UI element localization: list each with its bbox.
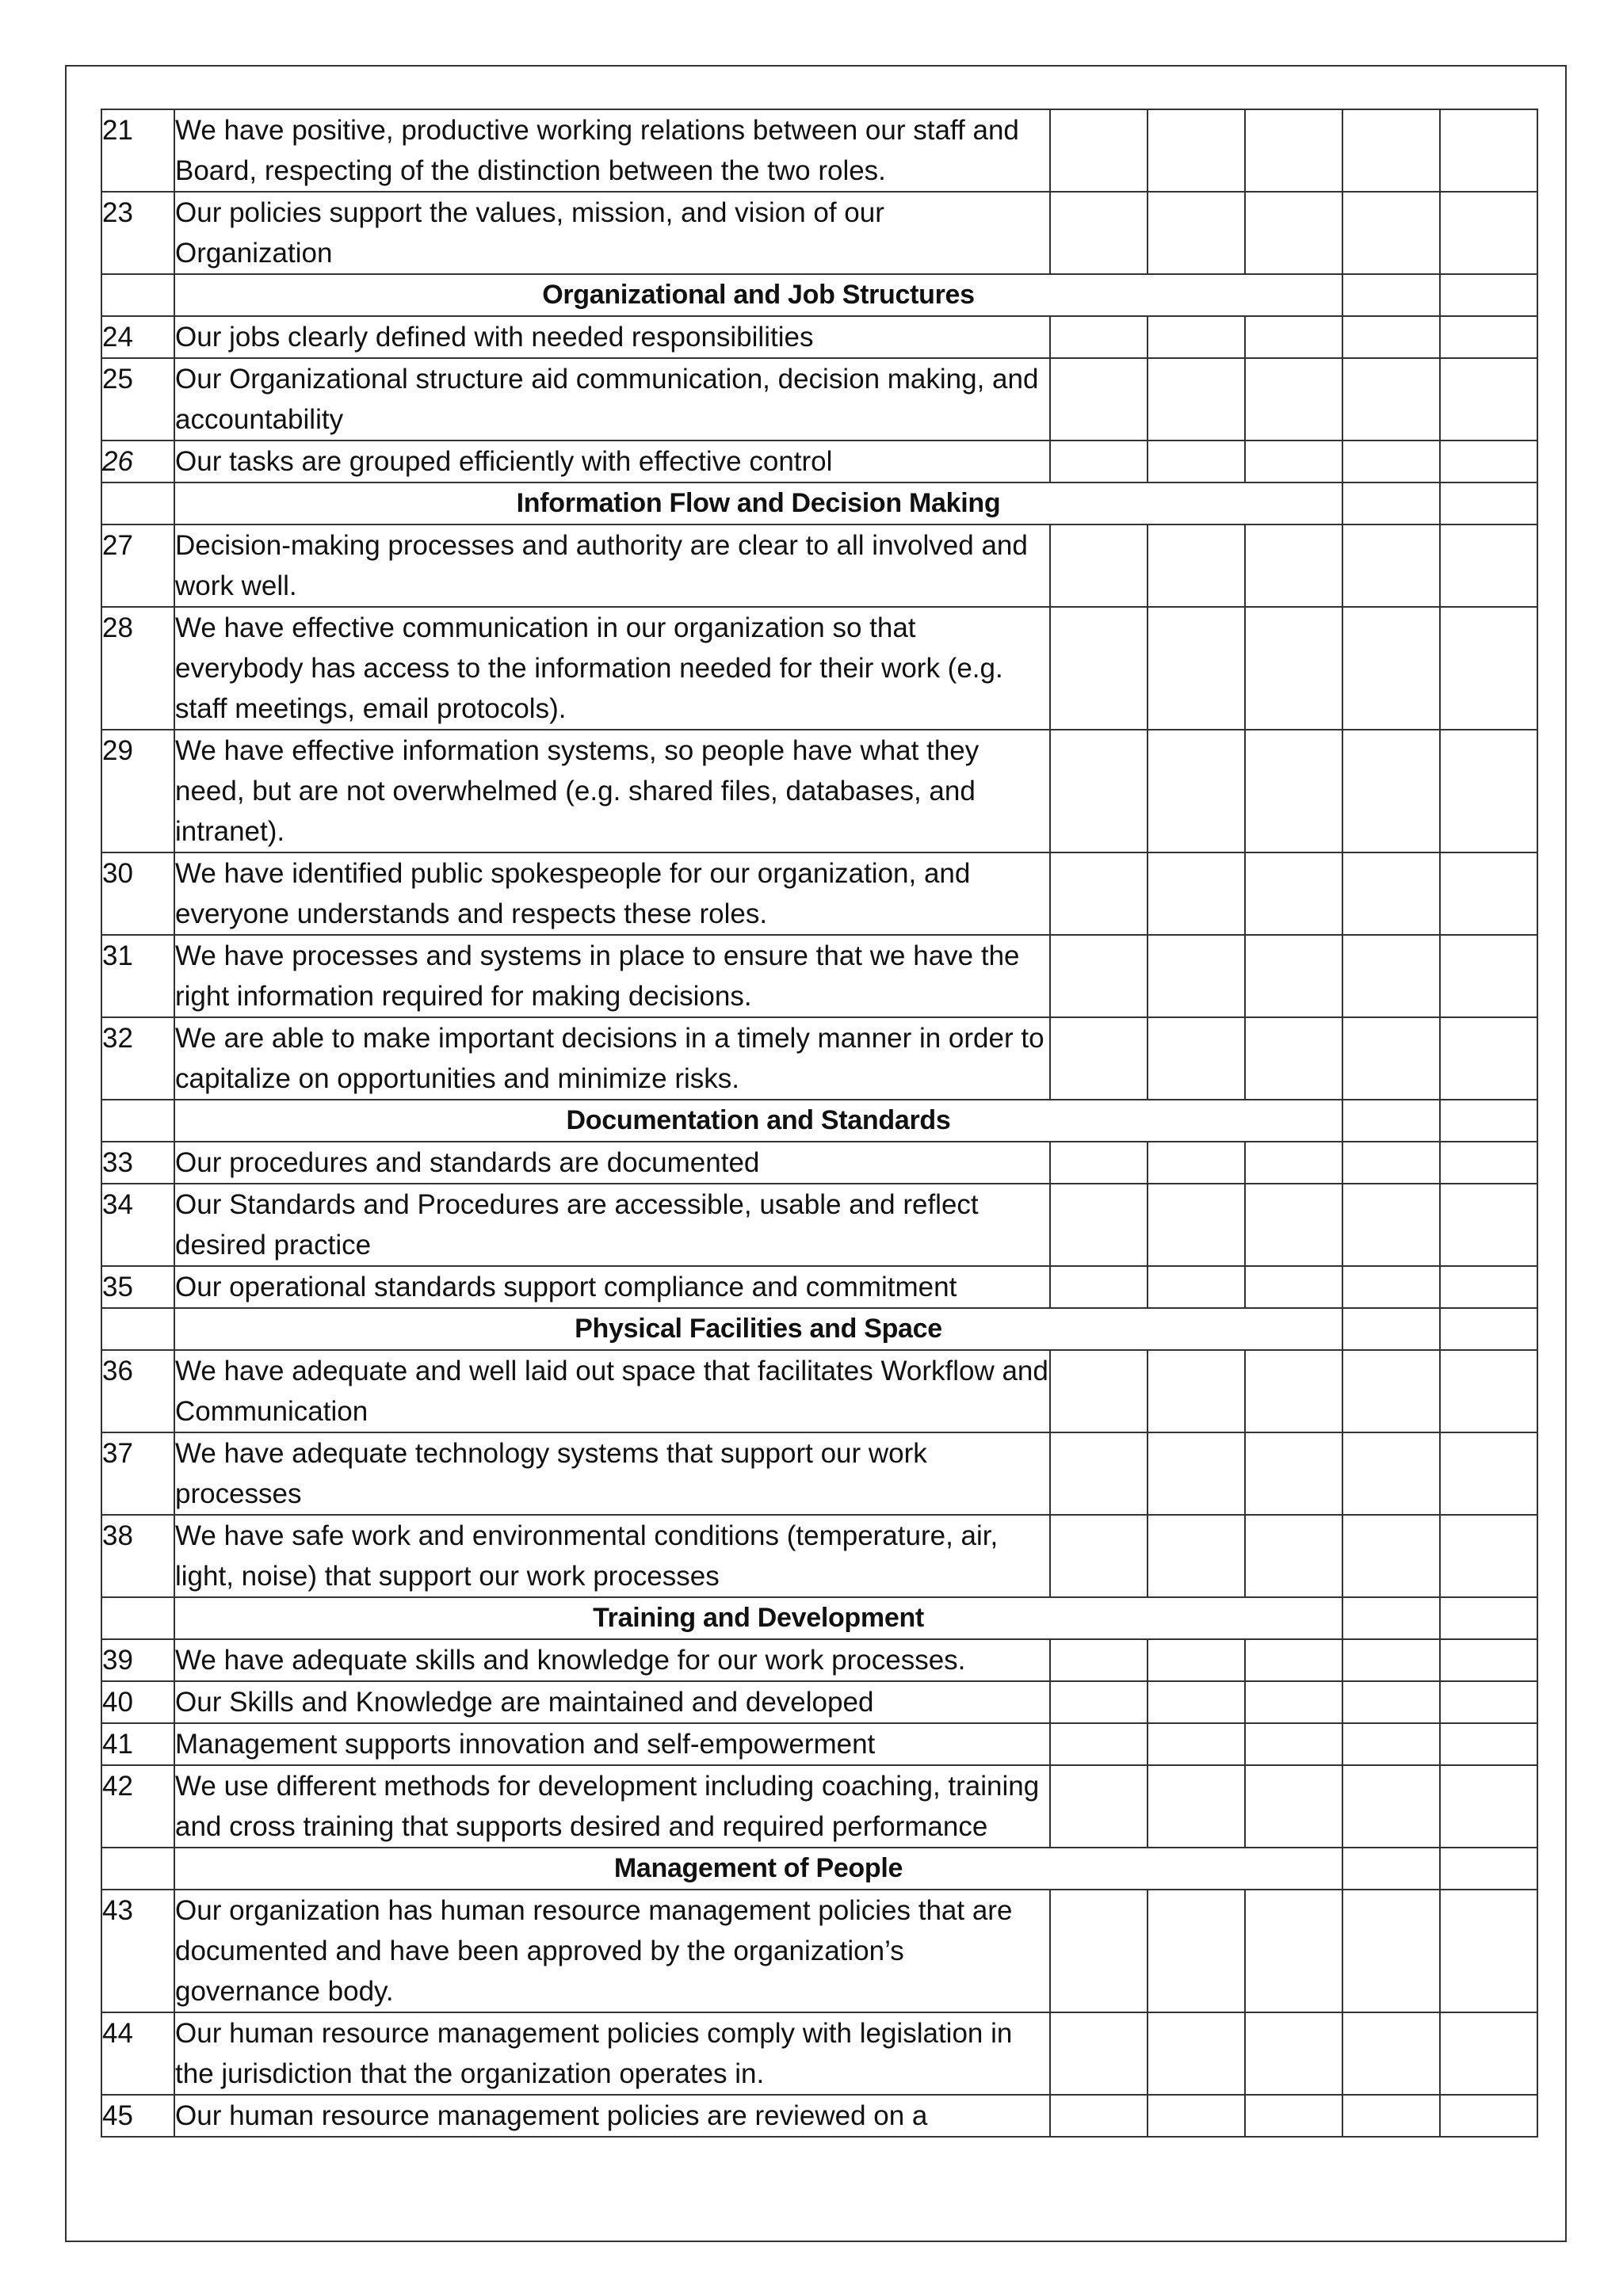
item-number: 24 bbox=[101, 316, 174, 358]
rating-cell-2[interactable] bbox=[1148, 1890, 1245, 2012]
item-number: 30 bbox=[101, 852, 174, 935]
rating-cell-3[interactable] bbox=[1245, 1890, 1342, 2012]
rating-cell-4[interactable] bbox=[1342, 1017, 1440, 1100]
item-statement: Our Standards and Procedures are accessible, usable and reflect desired practice bbox=[174, 1184, 1050, 1266]
rating-cell-4[interactable] bbox=[1342, 935, 1440, 1017]
table-row bbox=[101, 1266, 1537, 1308]
rating-cell-5[interactable] bbox=[1440, 1890, 1537, 2012]
rating-cell-4[interactable] bbox=[1342, 316, 1440, 358]
rating-cell-2[interactable] bbox=[1148, 2012, 1245, 2095]
section-rating-cell bbox=[1440, 482, 1537, 524]
rating-cell-3[interactable] bbox=[1245, 1184, 1342, 1266]
rating-cell-1[interactable] bbox=[1050, 1432, 1148, 1515]
section-header-row bbox=[101, 482, 1537, 524]
rating-cell-5[interactable] bbox=[1440, 1639, 1537, 1681]
rating-cell-1[interactable] bbox=[1050, 524, 1148, 607]
section-header-row bbox=[101, 1848, 1537, 1890]
rating-cell-2[interactable] bbox=[1148, 1723, 1245, 1765]
rating-cell-5[interactable] bbox=[1440, 2012, 1537, 2095]
item-number: 41 bbox=[101, 1723, 174, 1765]
rating-cell-2[interactable] bbox=[1148, 1184, 1245, 1266]
rating-cell-3[interactable] bbox=[1245, 1639, 1342, 1681]
rating-cell-2[interactable] bbox=[1148, 1017, 1245, 1100]
item-statement: Our procedures and standards are documented bbox=[174, 1142, 1050, 1184]
rating-cell-1[interactable] bbox=[1050, 1723, 1148, 1765]
section-rating-cell bbox=[1342, 1597, 1440, 1639]
item-statement: Our Organizational structure aid communication, decision making, and accountability bbox=[174, 358, 1050, 441]
rating-cell-2[interactable] bbox=[1148, 524, 1245, 607]
item-statement: Our tasks are grouped efficiently with effective control bbox=[174, 441, 1050, 482]
rating-cell-5[interactable] bbox=[1440, 192, 1537, 274]
rating-cell-5[interactable] bbox=[1440, 852, 1537, 935]
table-row bbox=[101, 935, 1537, 1017]
rating-cell-2[interactable] bbox=[1148, 1639, 1245, 1681]
rating-cell-2[interactable] bbox=[1148, 730, 1245, 852]
rating-cell-2[interactable] bbox=[1148, 192, 1245, 274]
section-header-row bbox=[101, 1597, 1537, 1639]
rating-cell-4[interactable] bbox=[1342, 109, 1440, 192]
table-row bbox=[101, 1017, 1537, 1100]
rating-cell-5[interactable] bbox=[1440, 316, 1537, 358]
rating-cell-1[interactable] bbox=[1050, 1515, 1148, 1597]
item-statement: We have identified public spokespeople for our organization, and everyone understands and respects these roles. bbox=[174, 852, 1050, 935]
rating-cell-4[interactable] bbox=[1342, 2012, 1440, 2095]
rating-cell-3[interactable] bbox=[1245, 1723, 1342, 1765]
table-row bbox=[101, 1765, 1537, 1848]
rating-cell-1[interactable] bbox=[1050, 109, 1148, 192]
rating-cell-2[interactable] bbox=[1148, 358, 1245, 441]
table-row bbox=[101, 1639, 1537, 1681]
rating-cell-2[interactable] bbox=[1148, 1765, 1245, 1848]
rating-cell-1[interactable] bbox=[1050, 2095, 1148, 2137]
table-row bbox=[101, 1184, 1537, 1266]
rating-cell-5[interactable] bbox=[1440, 2095, 1537, 2137]
rating-cell-5[interactable] bbox=[1440, 1350, 1537, 1432]
section-number-cell bbox=[101, 1100, 174, 1142]
section-rating-cell bbox=[1440, 1308, 1537, 1350]
rating-cell-5[interactable] bbox=[1440, 935, 1537, 1017]
item-number: 33 bbox=[101, 1142, 174, 1184]
item-number: 32 bbox=[101, 1017, 174, 1100]
table-row bbox=[101, 1350, 1537, 1432]
rating-cell-4[interactable] bbox=[1342, 1723, 1440, 1765]
item-statement: Our policies support the values, mission, and vision of our Organization bbox=[174, 192, 1050, 274]
rating-cell-4[interactable] bbox=[1342, 730, 1440, 852]
section-title: Organizational and Job Structures bbox=[174, 274, 1342, 316]
rating-cell-1[interactable] bbox=[1050, 441, 1148, 482]
item-number: 26 bbox=[101, 441, 174, 482]
rating-cell-1[interactable] bbox=[1050, 1639, 1148, 1681]
rating-cell-1[interactable] bbox=[1050, 2012, 1148, 2095]
item-number: 21 bbox=[101, 109, 174, 192]
rating-cell-2[interactable] bbox=[1148, 441, 1245, 482]
rating-cell-2[interactable] bbox=[1148, 1350, 1245, 1432]
rating-cell-4[interactable] bbox=[1342, 1266, 1440, 1308]
rating-cell-3[interactable] bbox=[1245, 109, 1342, 192]
section-title: Management of People bbox=[174, 1848, 1342, 1890]
item-number: 43 bbox=[101, 1890, 174, 2012]
section-number-cell bbox=[101, 274, 174, 316]
item-number: 27 bbox=[101, 524, 174, 607]
item-statement: We have adequate and well laid out space that facilitates Workflow and Communication bbox=[174, 1350, 1050, 1432]
section-rating-cell bbox=[1440, 1597, 1537, 1639]
item-statement: Our Skills and Knowledge are maintained and developed bbox=[174, 1681, 1050, 1723]
section-rating-cell bbox=[1342, 482, 1440, 524]
rating-cell-1[interactable] bbox=[1050, 935, 1148, 1017]
section-rating-cell bbox=[1440, 274, 1537, 316]
table-row bbox=[101, 2012, 1537, 2095]
rating-cell-3[interactable] bbox=[1245, 1765, 1342, 1848]
section-rating-cell bbox=[1342, 1308, 1440, 1350]
item-statement: We have positive, productive working relations between our staff and Board, respecting of the distinction between the two roles. bbox=[174, 109, 1050, 192]
section-rating-cell bbox=[1342, 1100, 1440, 1142]
rating-cell-3[interactable] bbox=[1245, 607, 1342, 730]
section-rating-cell bbox=[1440, 1100, 1537, 1142]
rating-cell-4[interactable] bbox=[1342, 358, 1440, 441]
item-statement: We have safe work and environmental conditions (temperature, air, light, noise) that support our work processes bbox=[174, 1515, 1050, 1597]
rating-cell-3[interactable] bbox=[1245, 2095, 1342, 2137]
rating-cell-2[interactable] bbox=[1148, 316, 1245, 358]
rating-cell-4[interactable] bbox=[1342, 192, 1440, 274]
table-row bbox=[101, 524, 1537, 607]
rating-cell-2[interactable] bbox=[1148, 935, 1245, 1017]
item-statement: Our human resource management policies comply with legislation in the jurisdiction that the organization operates in. bbox=[174, 2012, 1050, 2095]
rating-cell-1[interactable] bbox=[1050, 316, 1148, 358]
table-row bbox=[101, 1890, 1537, 2012]
table-row bbox=[101, 316, 1537, 358]
table-row bbox=[101, 441, 1537, 482]
rating-cell-4[interactable] bbox=[1342, 1639, 1440, 1681]
section-title: Training and Development bbox=[174, 1597, 1342, 1639]
rating-cell-5[interactable] bbox=[1440, 1432, 1537, 1515]
rating-cell-2[interactable] bbox=[1148, 607, 1245, 730]
rating-cell-2[interactable] bbox=[1148, 1266, 1245, 1308]
table-row bbox=[101, 1515, 1537, 1597]
rating-cell-2[interactable] bbox=[1148, 1432, 1245, 1515]
rating-cell-2[interactable] bbox=[1148, 852, 1245, 935]
rating-cell-4[interactable] bbox=[1342, 1432, 1440, 1515]
rating-cell-3[interactable] bbox=[1245, 1266, 1342, 1308]
table-row bbox=[101, 852, 1537, 935]
table-row bbox=[101, 109, 1537, 192]
rating-cell-1[interactable] bbox=[1050, 1142, 1148, 1184]
rating-cell-3[interactable] bbox=[1245, 524, 1342, 607]
table-row bbox=[101, 1723, 1537, 1765]
item-statement: Our human resource management policies are reviewed on a bbox=[174, 2095, 1050, 2137]
section-number-cell bbox=[101, 1597, 174, 1639]
item-number: 36 bbox=[101, 1350, 174, 1432]
item-statement: Management supports innovation and self-empowerment bbox=[174, 1723, 1050, 1765]
table-row bbox=[101, 1681, 1537, 1723]
section-title: Physical Facilities and Space bbox=[174, 1308, 1342, 1350]
rating-cell-5[interactable] bbox=[1440, 1142, 1537, 1184]
item-number: 31 bbox=[101, 935, 174, 1017]
item-statement: We have adequate skills and knowledge for our work processes. bbox=[174, 1639, 1050, 1681]
rating-cell-5[interactable] bbox=[1440, 1765, 1537, 1848]
rating-cell-5[interactable] bbox=[1440, 1515, 1537, 1597]
rating-cell-2[interactable] bbox=[1148, 1515, 1245, 1597]
item-number: 40 bbox=[101, 1681, 174, 1723]
rating-cell-5[interactable] bbox=[1440, 441, 1537, 482]
rating-cell-4[interactable] bbox=[1342, 607, 1440, 730]
table-row bbox=[101, 2095, 1537, 2137]
section-number-cell bbox=[101, 1308, 174, 1350]
rating-cell-3[interactable] bbox=[1245, 1142, 1342, 1184]
section-number-cell bbox=[101, 1848, 174, 1890]
item-statement: Our operational standards support compliance and commitment bbox=[174, 1266, 1050, 1308]
rating-cell-5[interactable] bbox=[1440, 1184, 1537, 1266]
rating-cell-4[interactable] bbox=[1342, 2095, 1440, 2137]
item-statement: Decision-making processes and authority are clear to all involved and work well. bbox=[174, 524, 1050, 607]
rating-cell-5[interactable] bbox=[1440, 607, 1537, 730]
section-rating-cell bbox=[1342, 274, 1440, 316]
rating-cell-3[interactable] bbox=[1245, 358, 1342, 441]
section-title: Information Flow and Decision Making bbox=[174, 482, 1342, 524]
rating-cell-4[interactable] bbox=[1342, 1142, 1440, 1184]
section-number-cell bbox=[101, 482, 174, 524]
rating-cell-3[interactable] bbox=[1245, 1017, 1342, 1100]
table-row bbox=[101, 358, 1537, 441]
rating-cell-4[interactable] bbox=[1342, 1681, 1440, 1723]
rating-cell-2[interactable] bbox=[1148, 1142, 1245, 1184]
rating-cell-5[interactable] bbox=[1440, 730, 1537, 852]
rating-cell-2[interactable] bbox=[1148, 1681, 1245, 1723]
rating-cell-4[interactable] bbox=[1342, 1350, 1440, 1432]
assessment-table bbox=[101, 109, 1538, 2138]
rating-cell-5[interactable] bbox=[1440, 109, 1537, 192]
item-number: 39 bbox=[101, 1639, 174, 1681]
section-title: Documentation and Standards bbox=[174, 1100, 1342, 1142]
item-statement: Our organization has human resource management policies that are documented and have been approved by the organization’s governance body. bbox=[174, 1890, 1050, 2012]
section-rating-cell bbox=[1440, 1848, 1537, 1890]
rating-cell-5[interactable] bbox=[1440, 1017, 1537, 1100]
item-number: 42 bbox=[101, 1765, 174, 1848]
item-statement: Our jobs clearly defined with needed responsibilities bbox=[174, 316, 1050, 358]
item-statement: We have effective communication in our organization so that everybody has access to the information needed for their work (e.g. staff meetings, email protocols). bbox=[174, 607, 1050, 730]
rating-cell-3[interactable] bbox=[1245, 441, 1342, 482]
table-row bbox=[101, 607, 1537, 730]
table-row bbox=[101, 1432, 1537, 1515]
item-number: 29 bbox=[101, 730, 174, 852]
rating-cell-5[interactable] bbox=[1440, 1681, 1537, 1723]
rating-cell-4[interactable] bbox=[1342, 524, 1440, 607]
rating-cell-3[interactable] bbox=[1245, 852, 1342, 935]
rating-cell-4[interactable] bbox=[1342, 1765, 1440, 1848]
item-number: 23 bbox=[101, 192, 174, 274]
item-number: 38 bbox=[101, 1515, 174, 1597]
rating-cell-1[interactable] bbox=[1050, 1765, 1148, 1848]
rating-cell-2[interactable] bbox=[1148, 2095, 1245, 2137]
item-number: 28 bbox=[101, 607, 174, 730]
section-rating-cell bbox=[1342, 1848, 1440, 1890]
rating-cell-1[interactable] bbox=[1050, 1184, 1148, 1266]
rating-cell-3[interactable] bbox=[1245, 1350, 1342, 1432]
rating-cell-1[interactable] bbox=[1050, 852, 1148, 935]
rating-cell-5[interactable] bbox=[1440, 358, 1537, 441]
rating-cell-4[interactable] bbox=[1342, 852, 1440, 935]
item-number: 34 bbox=[101, 1184, 174, 1266]
item-number: 25 bbox=[101, 358, 174, 441]
rating-cell-1[interactable] bbox=[1050, 1017, 1148, 1100]
rating-cell-2[interactable] bbox=[1148, 109, 1245, 192]
table-row bbox=[101, 730, 1537, 852]
item-statement: We have adequate technology systems that support our work processes bbox=[174, 1432, 1050, 1515]
rating-cell-3[interactable] bbox=[1245, 2012, 1342, 2095]
rating-cell-1[interactable] bbox=[1050, 607, 1148, 730]
section-header-row bbox=[101, 1308, 1537, 1350]
item-number: 35 bbox=[101, 1266, 174, 1308]
rating-cell-1[interactable] bbox=[1050, 1681, 1148, 1723]
item-statement: We are able to make important decisions in a timely manner in order to capitalize on opportunities and minimize risks. bbox=[174, 1017, 1050, 1100]
rating-cell-3[interactable] bbox=[1245, 1681, 1342, 1723]
rating-cell-5[interactable] bbox=[1440, 1723, 1537, 1765]
section-header-row bbox=[101, 274, 1537, 316]
table-row bbox=[101, 192, 1537, 274]
rating-cell-3[interactable] bbox=[1245, 935, 1342, 1017]
rating-cell-1[interactable] bbox=[1050, 1890, 1148, 2012]
rating-cell-1[interactable] bbox=[1050, 192, 1148, 274]
rating-cell-4[interactable] bbox=[1342, 441, 1440, 482]
rating-cell-1[interactable] bbox=[1050, 1350, 1148, 1432]
item-statement: We have effective information systems, so people have what they need, but are not overwhelmed (e.g. shared files, databases, and intranet). bbox=[174, 730, 1050, 852]
rating-cell-5[interactable] bbox=[1440, 1266, 1537, 1308]
rating-cell-1[interactable] bbox=[1050, 1266, 1148, 1308]
rating-cell-3[interactable] bbox=[1245, 730, 1342, 852]
rating-cell-1[interactable] bbox=[1050, 730, 1148, 852]
item-statement: We use different methods for development including coaching, training and cross training that supports desired and required performance bbox=[174, 1765, 1050, 1848]
section-header-row bbox=[101, 1100, 1537, 1142]
rating-cell-4[interactable] bbox=[1342, 1184, 1440, 1266]
item-number: 44 bbox=[101, 2012, 174, 2095]
rating-cell-4[interactable] bbox=[1342, 1890, 1440, 2012]
rating-cell-3[interactable] bbox=[1245, 1515, 1342, 1597]
rating-cell-1[interactable] bbox=[1050, 358, 1148, 441]
table-row bbox=[101, 1142, 1537, 1184]
rating-cell-3[interactable] bbox=[1245, 192, 1342, 274]
item-statement: We have processes and systems in place to ensure that we have the right information required for making decisions. bbox=[174, 935, 1050, 1017]
rating-cell-3[interactable] bbox=[1245, 1432, 1342, 1515]
rating-cell-3[interactable] bbox=[1245, 316, 1342, 358]
item-number: 45 bbox=[101, 2095, 174, 2137]
rating-cell-4[interactable] bbox=[1342, 1515, 1440, 1597]
rating-cell-5[interactable] bbox=[1440, 524, 1537, 607]
item-number: 37 bbox=[101, 1432, 174, 1515]
